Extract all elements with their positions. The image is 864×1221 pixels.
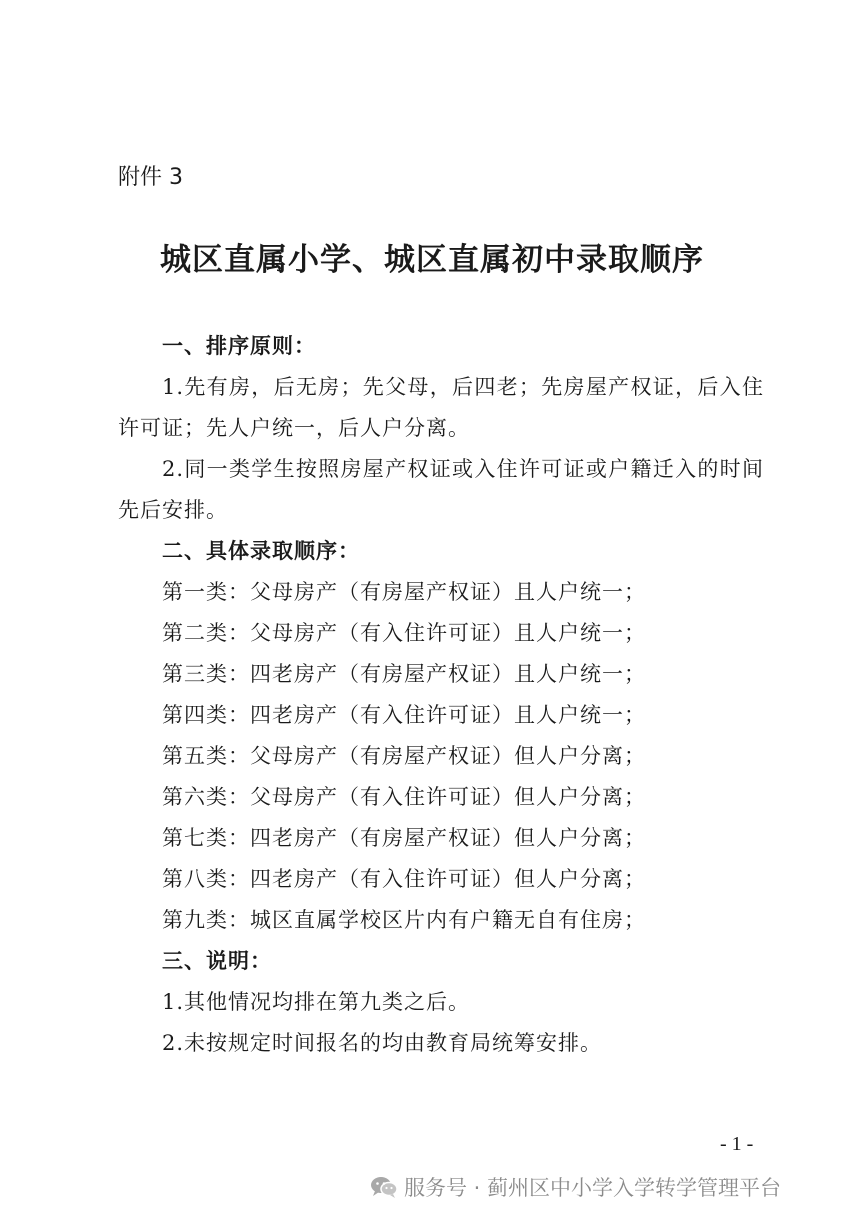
order-item: 第一类：父母房产（有房屋产权证）且人户统一；	[162, 580, 646, 604]
order-item: 第七类：四老房产（有房屋产权证）但人户分离；	[162, 826, 646, 850]
document-body	[118, 326, 764, 1064]
section-heading-order: 二、具体录取顺序：	[162, 539, 360, 563]
order-item: 第九类：城区直属学校区片内有户籍无自有住房；	[162, 908, 646, 932]
section-heading-principles: 一、排序原则：	[162, 334, 316, 358]
note-item: 2.未按规定时间报名的均由教育局统筹安排。	[162, 1031, 603, 1055]
page-number: - 1 -	[720, 1133, 754, 1155]
order-item: 第三类：四老房产（有房屋产权证）且人户统一；	[162, 662, 646, 686]
note-item: 1.其他情况均排在第九类之后。	[162, 990, 471, 1014]
principle-paragraph: 2.同一类学生按照房屋产权证或入住许可证或户籍迁入的时间先后安排。	[118, 457, 764, 522]
order-item: 第六类：父母房产（有入住许可证）但人户分离；	[162, 785, 646, 809]
footer-text: 服务号 · 蓟州区中小学入学转学管理平台	[404, 1176, 782, 1200]
order-item: 第二类：父母房产（有入住许可证）且人户统一；	[162, 621, 646, 645]
wechat-icon	[370, 1175, 398, 1199]
attachment-label: 附件 3	[118, 165, 183, 190]
order-item: 第四类：四老房产（有入住许可证）且人户统一；	[162, 703, 646, 727]
principle-paragraph: 1.先有房，后无房；先父母，后四老；先房屋产权证，后入住许可证；先人户统一，后人户分离。	[118, 375, 764, 440]
watermark-footer	[370, 1170, 781, 1204]
section-heading-notes: 三、说明：	[162, 949, 272, 973]
order-item: 第五类：父母房产（有房屋产权证）但人户分离；	[162, 744, 646, 768]
order-item: 第八类：四老房产（有入住许可证）但人户分离；	[162, 867, 646, 891]
document-title: 城区直属小学、城区直属初中录取顺序	[160, 242, 704, 278]
